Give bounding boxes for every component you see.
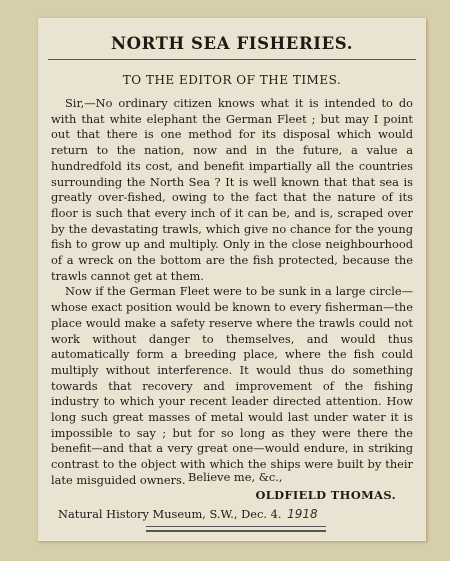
headline-rule bbox=[48, 59, 416, 60]
paragraph-2: Now if the German Fleet were to be sunk in a large circle—whose exact position would be known to every fisherman—the place would make a safety reserve where the trawls could not work without danger to themselves, and would thus automatically form a breeding place, where the fish could multiply without interference. It would thus do something towards that recovery and improvement of the fishing industry to which your recent leader directed attention. How long such great masses of metal would last under water it is impossible to say ; but for so long as they were there the benefit—and that a very great one—would endure, in striking contrast to the object with which the ships were built by their late misguided owners. bbox=[51, 284, 413, 487]
bottom-rule-thin bbox=[146, 526, 326, 527]
closing: Believe me, &c., bbox=[188, 470, 283, 484]
headline: NORTH SEA FISHERIES. bbox=[110, 34, 354, 53]
handwritten-year: 1918 bbox=[287, 507, 318, 521]
signature: OLDFIELD THOMAS. bbox=[255, 488, 396, 502]
letter-body bbox=[51, 96, 413, 489]
address-text: Natural History Museum, S.W., Dec. 4. bbox=[58, 507, 282, 521]
newspaper-clipping bbox=[38, 18, 426, 541]
subheading: TO THE EDITOR OF THE TIMES. bbox=[122, 73, 342, 87]
paragraph-1: Sir,—No ordinary citizen knows what it is intended to do with that white elephant the German Fleet ; but may I point out that there is one method for its disposal which would return to the nation, now and in the future, a value a hundredfold its cost, and benefit impartially all the countries surrounding the North Sea ? It is well known that that sea is greatly over-fished, owing to the fact that the nature of its floor is such that every inch of it can be, and is, scraped over by the devastating trawls, which give no chance for the young fish to grow up and multiply. Only in the close neighbourhood of a wreck on the bottom are the fish protected, because the trawls cannot get at them. bbox=[51, 96, 413, 283]
address-line bbox=[58, 507, 318, 521]
bottom-rule-thick bbox=[146, 530, 326, 532]
